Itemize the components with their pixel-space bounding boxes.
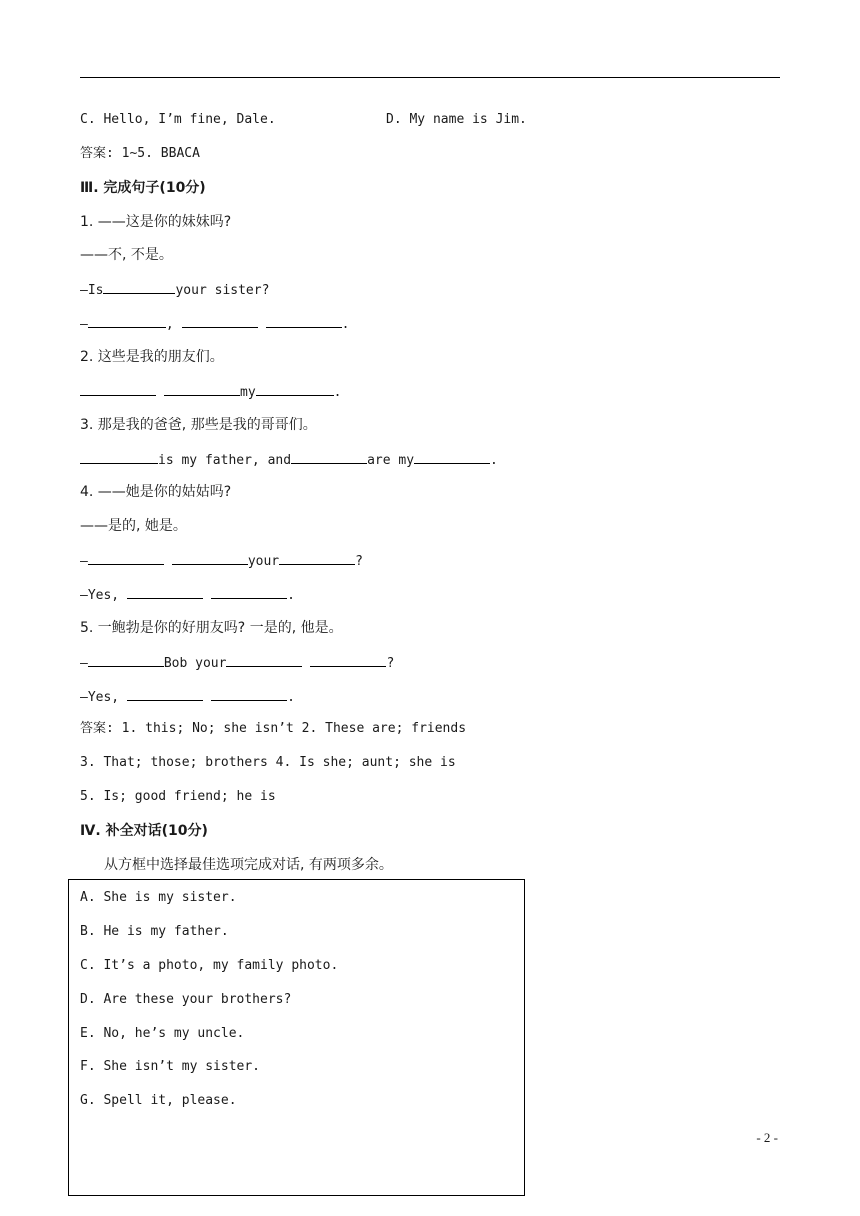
q1-chinese-a: 1. ——这是你的妹妹吗? <box>80 214 232 230</box>
period: . <box>333 385 342 400</box>
yes-prefix: —Yes, <box>80 588 120 603</box>
q1-chinese-b: ——不, 不是。 <box>80 247 173 263</box>
comma: , <box>165 317 174 332</box>
section-3-heading: Ⅲ. 完成句子(10分) <box>80 180 206 196</box>
blank[interactable] <box>127 585 203 599</box>
yes-prefix: —Yes, <box>80 690 120 705</box>
q3-text-b: are my <box>367 453 415 468</box>
q5-words: Bob your <box>163 656 227 671</box>
blank[interactable] <box>226 653 302 667</box>
blank[interactable] <box>414 450 490 464</box>
blank[interactable] <box>127 687 203 701</box>
option-item: C. It’s a photo, my family photo. <box>80 958 339 973</box>
period: . <box>287 690 295 705</box>
q2-english <box>80 382 341 402</box>
answer-key-a: 答案: 1. this; No; she isn’t 2. These are; friends <box>80 721 467 736</box>
blank[interactable] <box>211 687 287 701</box>
question-mark: ? <box>355 554 363 569</box>
q4-word: your <box>247 554 280 569</box>
q1-prefix: —Is <box>80 283 104 298</box>
q4-answer-line <box>80 585 295 605</box>
dash: — <box>80 656 88 671</box>
q3-text-a: is my father, and <box>158 453 292 468</box>
q4-english <box>80 551 363 571</box>
option-item: F. She isn’t my sister. <box>80 1059 261 1074</box>
q3-english <box>80 450 498 470</box>
blank[interactable] <box>88 314 166 328</box>
option-item: A. She is my sister. <box>80 890 237 905</box>
blank[interactable] <box>266 314 342 328</box>
answer-key-b: 3. That; those; brothers 4. Is she; aunt; she is <box>80 755 456 770</box>
section-4-heading: Ⅳ. 补全对话(10分) <box>80 823 208 839</box>
blank[interactable] <box>182 314 258 328</box>
blank[interactable] <box>172 551 248 565</box>
blank[interactable] <box>291 450 367 464</box>
answer-key-c: 5. Is; good friend; he is <box>80 789 276 804</box>
blank[interactable] <box>80 382 156 396</box>
option-item: E. No, he’s my uncle. <box>80 1026 245 1041</box>
option-item: D. Are these your brothers? <box>80 992 292 1007</box>
period: . <box>287 588 295 603</box>
q3-chinese: 3. 那是我的爸爸, 那些是我的哥哥们。 <box>80 417 317 433</box>
q4-chinese-b: ——是的, 她是。 <box>80 518 187 534</box>
q5-english <box>80 653 394 673</box>
q2-chinese: 2. 这些是我的朋友们。 <box>80 349 224 365</box>
blank[interactable] <box>279 551 355 565</box>
q1-answer-line <box>80 314 349 334</box>
question-mark: ? <box>386 656 395 671</box>
section-4-instruction: 从方框中选择最佳选项完成对话, 有两项多余。 <box>104 857 393 873</box>
q1-english <box>80 280 269 300</box>
period: . <box>341 317 350 332</box>
q1-suffix: your sister? <box>175 283 270 298</box>
blank[interactable] <box>80 450 158 464</box>
q4-chinese-a: 4. ——她是你的姑姑吗? <box>80 484 232 500</box>
blank[interactable] <box>256 382 334 396</box>
q5-chinese: 5. 一鲍勃是你的好朋友吗? 一是的, 他是。 <box>80 620 343 636</box>
option-item: B. He is my father. <box>80 924 229 939</box>
blank[interactable] <box>211 585 287 599</box>
blank[interactable] <box>310 653 386 667</box>
header-rule <box>80 77 780 78</box>
blank[interactable] <box>88 653 164 667</box>
page-number: - 2 - <box>756 1130 778 1145</box>
dash: — <box>80 554 88 569</box>
q2-word: my <box>240 385 256 400</box>
period: . <box>490 453 498 468</box>
dash: — <box>80 317 88 332</box>
q5-answer-line <box>80 687 295 707</box>
answer-key-top: 答案: 1~5. BBACA <box>80 146 200 161</box>
blank[interactable] <box>164 382 240 396</box>
option-d: D. My name is Jim. <box>386 112 527 127</box>
option-item: G. Spell it, please. <box>80 1093 237 1108</box>
option-c: C. Hello, I’m fine, Dale. <box>80 112 276 127</box>
blank[interactable] <box>103 280 175 294</box>
blank[interactable] <box>88 551 164 565</box>
